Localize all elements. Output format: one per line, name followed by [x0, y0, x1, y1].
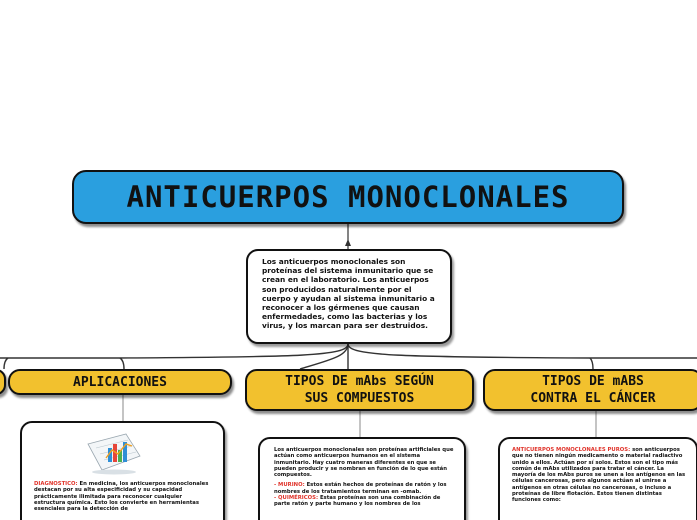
murino-text: Estos están hechos de proteínas de ratón y los nombres de los tratamientos terminan en -omab.: [274, 482, 447, 495]
category-compuestos-label-2: SUS COMPUESTOS: [304, 391, 415, 406]
category-aplicaciones: [8, 369, 232, 395]
diagnostico-text: En medicina, los anticuerpos monoclonales destacan por su alta especificidad y su capacidad prácticamente ilimitada para reconocer cualquier estructura química. Esto los convierte en herramientas esenciales para la detección de: [34, 481, 209, 513]
category-cancer-label-1: TIPOS DE mABS: [542, 374, 644, 389]
cancer-content-box: [498, 437, 697, 520]
quimericos-label: - QUIMÉRICOS:: [274, 495, 319, 502]
category-cancer-label-2: CONTRA EL CÁNCER: [530, 391, 656, 406]
definition-box: [246, 249, 452, 344]
diagnostico-label: DIAGNOSTICO:: [34, 481, 78, 487]
category-cancer: [483, 369, 697, 411]
title-box: [72, 170, 624, 224]
category-compuestos-label-1: TIPOS DE mAbs SEGÚN: [285, 374, 434, 389]
puros-text: son anticuerpos que no tienen ningún medicamento o material radiactivo unido a ellos. Actúan por sí solos. Estos son el tipo más común de mAbs utilizados para tratar el cáncer. La mayoría de los mAbs puros se unen a los antígenos en las células cancerosas, pero algunos actúan al unirse a antígenos en otras células no cancerosas, o incluso a proteínas de libre flotación. Estos tienen distintas funciones como:: [512, 447, 686, 504]
page-title: ANTICUERPOS MONOCLONALES: [126, 180, 570, 214]
category-compuestos: [245, 369, 474, 411]
quimericos-text: Estas proteínas son una combinación de parte ratón y parte humano y los nombres de los: [274, 495, 441, 508]
compuestos-murino: [274, 482, 454, 507]
category-aplicaciones-label: APLICACIONES: [73, 374, 167, 390]
chart-icon: [82, 430, 144, 476]
puros-label: ANTICUERPOS MONOCLONALES PUROS:: [512, 447, 631, 453]
murino-label: - MURINO:: [274, 482, 305, 489]
compuestos-intro: Los anticuerpos monoclonales son proteínas artificiales que actúan como anticuerpos humanos en el sistema inmunitario. Hay cuatro maneras diferentes en que se pueden producir y se nombran en función de lo que están compuestos.: [274, 447, 454, 479]
cancer-paragraph: [512, 447, 688, 504]
definition-text: Los anticuerpos monoclonales son proteínas del sistema inmunitario que se crean en el laboratorio. Los anticuerpos son producidos naturalmente por el cuerpo y ayudan al sistema inmunitario a reconocer a los gérmenes que causan enfermedades, como las bacterias y los virus, y los marcan para ser destruidos.: [262, 257, 435, 331]
aplicaciones-paragraph: [34, 481, 213, 512]
compuestos-content-box: [258, 437, 466, 520]
